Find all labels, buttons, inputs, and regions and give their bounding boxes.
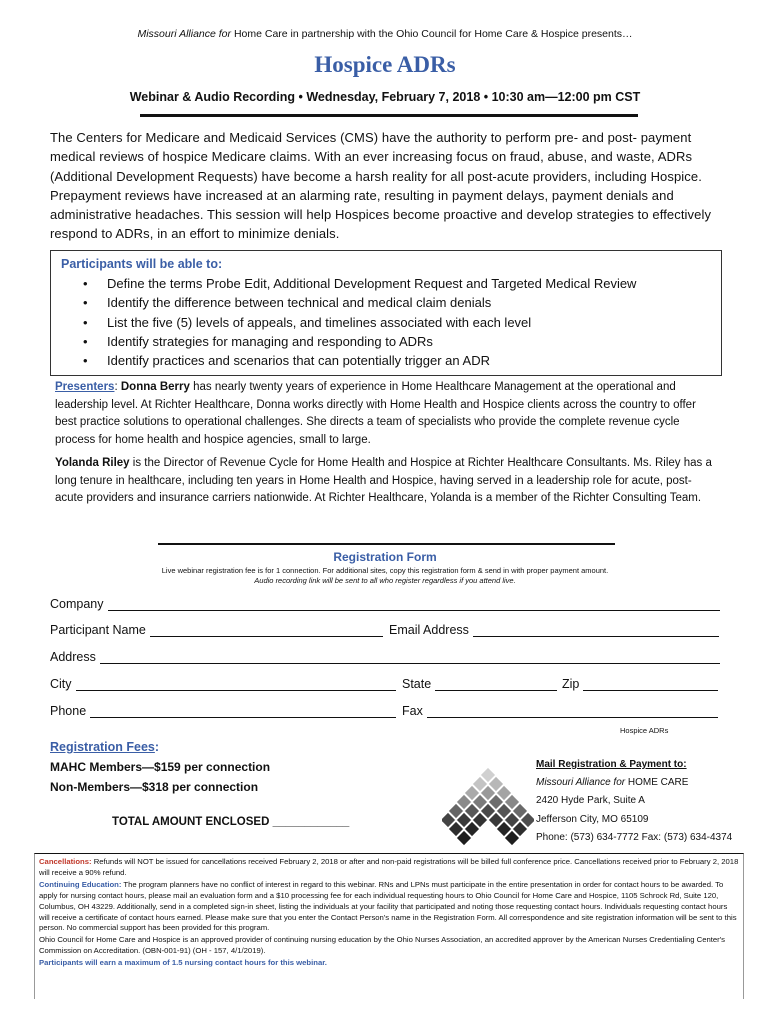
cancel-text: Refunds will NOT be issued for cancellations received February 2, 2018 or after and non-paid registrations will be billed full conference price. Cancellations received prior to February 2, 2018 will receive a 90% refund. (39, 857, 739, 877)
total-amount: TOTAL AMOUNT ENCLOSED ____________ (112, 816, 350, 828)
email-field[interactable] (389, 623, 719, 637)
ce-text: The program planners have no conflict of interest in regard to this webinar. RNs and LPNs must participate in the entire presentation in order for contact hours to be awarded. To apply for nursing contact hours, please mail an evaluation form and a $10 processing fee for each individual requesting hours to Ohio Council for Home Care and Hospice, 1105 Schrock Rd, Suite 120, Columbus, OH 43229. Additionally, send in a completed sign-in sheet, listing the individuals at your facility that participated and noting those requesting contact hours. Individuals requesting contact hours will receive a certificate of contact hours earned. Please make sure that you enter the Contact Person's name in the Registration Form. All correspondence and site registration information will be sent to this person. No commercial support has been provided for this program. (39, 879, 737, 933)
mail-heading: Mail Registration & Payment to: (536, 759, 687, 770)
zip-field[interactable] (562, 677, 718, 691)
presenter-bio: has nearly twenty years of experience in Home Healthcare Management at the operational and leadership level. At Richter Healthcare, Donna works directly with Home Health and Hospice clients across the country to offer best practice solutions to operational challenges. She directs a team of specialists who provide the complete revenue cycle process for home health and hospice agencies, small to large. (55, 381, 696, 447)
objective-item: • Define the terms Probe Edit, Additional Development Request and Targeted Medical Review (83, 274, 711, 293)
objectives-heading: Participants will be able to: (61, 257, 223, 271)
state-field[interactable] (402, 677, 557, 691)
fees-title: Registration Fees: (50, 740, 160, 754)
intro-rest: Home Care in partnership with the Ohio Council for Home Care & Hospice presents… (233, 28, 633, 40)
continuing-education (39, 880, 739, 935)
email-label: Email Address (389, 623, 469, 637)
mail-org-italic: Missouri Alliance for (536, 777, 626, 789)
registration-note: Live webinar registration fee is for 1 connection. For additional sites, copy this registration form & send in with proper payment amount. (161, 566, 609, 575)
max-hours: Participants will earn a maximum of 1.5 nursing contact hours for this webinar. (39, 958, 327, 968)
fax-label: Fax (402, 704, 423, 718)
company-line[interactable] (108, 598, 721, 611)
description: The Centers for Medicare and Medicaid Services (CMS) have the authority to perform pre- and post- payment medical reviews of hospice Medicare claims. With an ever increasing focus on fraud, abuse, and waste, ADRs (Additional Development Requests) have become a harsh reality for all post-acute providers, including Hospice. Prepayment reviews have increased at an alarming rate, resulting in payment delays, payment denials and administrative headaches. This session will help Hospices become proactive and develop strategies to effectively respond to ADRs, in an effort to minimize denials. (50, 130, 712, 242)
form-tag: Hospice ADRs (620, 726, 669, 735)
address-line[interactable] (100, 651, 720, 664)
address-label: Address (50, 650, 96, 664)
mahc-logo-icon (442, 768, 534, 848)
objectives-box (50, 250, 722, 376)
presenter-bio: is the Director of Revenue Cycle for Home Health and Hospice at Richter Healthcare Consultants. Ms. Riley has a long tenure in healthcare, including ten years in Home Health and Hospice, having served in a leadership role for acute, post-acute providers and insurance carriers nationwide. At Richter Healthcare, Yolanda is a member of the Richter Consulting Team. (55, 456, 712, 505)
mail-org (536, 774, 732, 792)
cancel-label: Cancellations: (39, 857, 92, 866)
phone-field[interactable] (50, 704, 396, 718)
divider-registration (158, 543, 615, 545)
cancellation-policy (39, 857, 739, 879)
presenter-yolanda (55, 455, 715, 508)
state-line[interactable] (435, 678, 557, 691)
city-field[interactable] (50, 677, 396, 691)
state-label: State (402, 677, 432, 691)
registration-title: Registration Form (333, 550, 437, 564)
objective-item: • Identify strategies for managing and responding to ADRs (83, 332, 711, 351)
company-label: Company (50, 597, 104, 611)
objective-item: • Identify practices and scenarios that can potentially trigger an ADR (83, 351, 711, 370)
fee-nonmembers: Non-Members—$318 per connection (50, 780, 259, 794)
phone-label: Phone (50, 704, 87, 718)
mail-block (536, 756, 732, 847)
fax-field[interactable] (402, 704, 718, 718)
zip-label: Zip (562, 677, 580, 691)
presenters-label: Presenters (55, 381, 115, 393)
participant-line[interactable] (150, 624, 383, 637)
mail-org-rest: HOME CARE (627, 777, 689, 789)
zip-line[interactable] (583, 678, 718, 691)
objective-item: • List the five (5) levels of appeals, and timelines associated with each level (83, 313, 711, 332)
approval-text: Ohio Council for Home Care and Hospice is an approved provider of continuing nursing education by the Ohio Nurses Association, an accredited approver by the American Nurses Credentialing Center's Commission on Accreditation. (OBN-001-91) (OH - 157, 4/1/2019). (39, 935, 726, 956)
objectives-list (61, 274, 711, 370)
fine-print (34, 853, 744, 999)
presenter-name: Donna Berry (120, 381, 190, 393)
mail-phone: Phone: (573) 634-7772 Fax: (573) 634-4374 (536, 831, 733, 843)
email-line[interactable] (473, 624, 719, 637)
fax-line[interactable] (427, 705, 718, 718)
intro-org: Missouri Alliance for (137, 28, 232, 40)
presenters-section (55, 379, 715, 513)
divider-top (140, 114, 638, 117)
intro-line (0, 28, 770, 40)
mail-city: Jefferson City, MO 65109 (536, 813, 649, 825)
city-line[interactable] (76, 678, 396, 691)
participant-label: Participant Name (50, 623, 146, 637)
registration-note-audio: Audio recording link will be sent to all who register regardless if you attend live. (254, 576, 516, 585)
mail-street: 2420 Hyde Park, Suite A (536, 795, 645, 807)
phone-line[interactable] (90, 705, 396, 718)
fees-title-text: Registration Fees (50, 740, 155, 754)
city-label: City (50, 677, 72, 691)
event-subtitle: Webinar & Audio Recording • Wednesday, February 7, 2018 • 10:30 am—12:00 pm CST (129, 90, 641, 104)
address-field[interactable] (50, 650, 720, 664)
fee-members: MAHC Members—$159 per connection (50, 760, 271, 774)
company-field[interactable] (50, 597, 720, 611)
participant-field[interactable] (50, 623, 383, 637)
page-title: Hospice ADRs (314, 52, 456, 77)
ce-label: Continuing Education: (39, 879, 122, 889)
objective-item: • Identify the difference between technical and medical claim denials (83, 293, 711, 312)
presenter-donna: Presenters: Donna Berry has nearly twenty years of experience in Home Healthcare Management at the operational and leadership level. At Richter Healthcare, Donna works directly with Home Health and Hospice clients across the country to offer best practice solutions to operational challenges. She directs a team of specialists who provide the complete revenue cycle process for home health and hospice agencies, small to large. (55, 381, 696, 447)
logo-tiles (442, 768, 534, 845)
presenter-name: Yolanda Riley (55, 456, 130, 469)
